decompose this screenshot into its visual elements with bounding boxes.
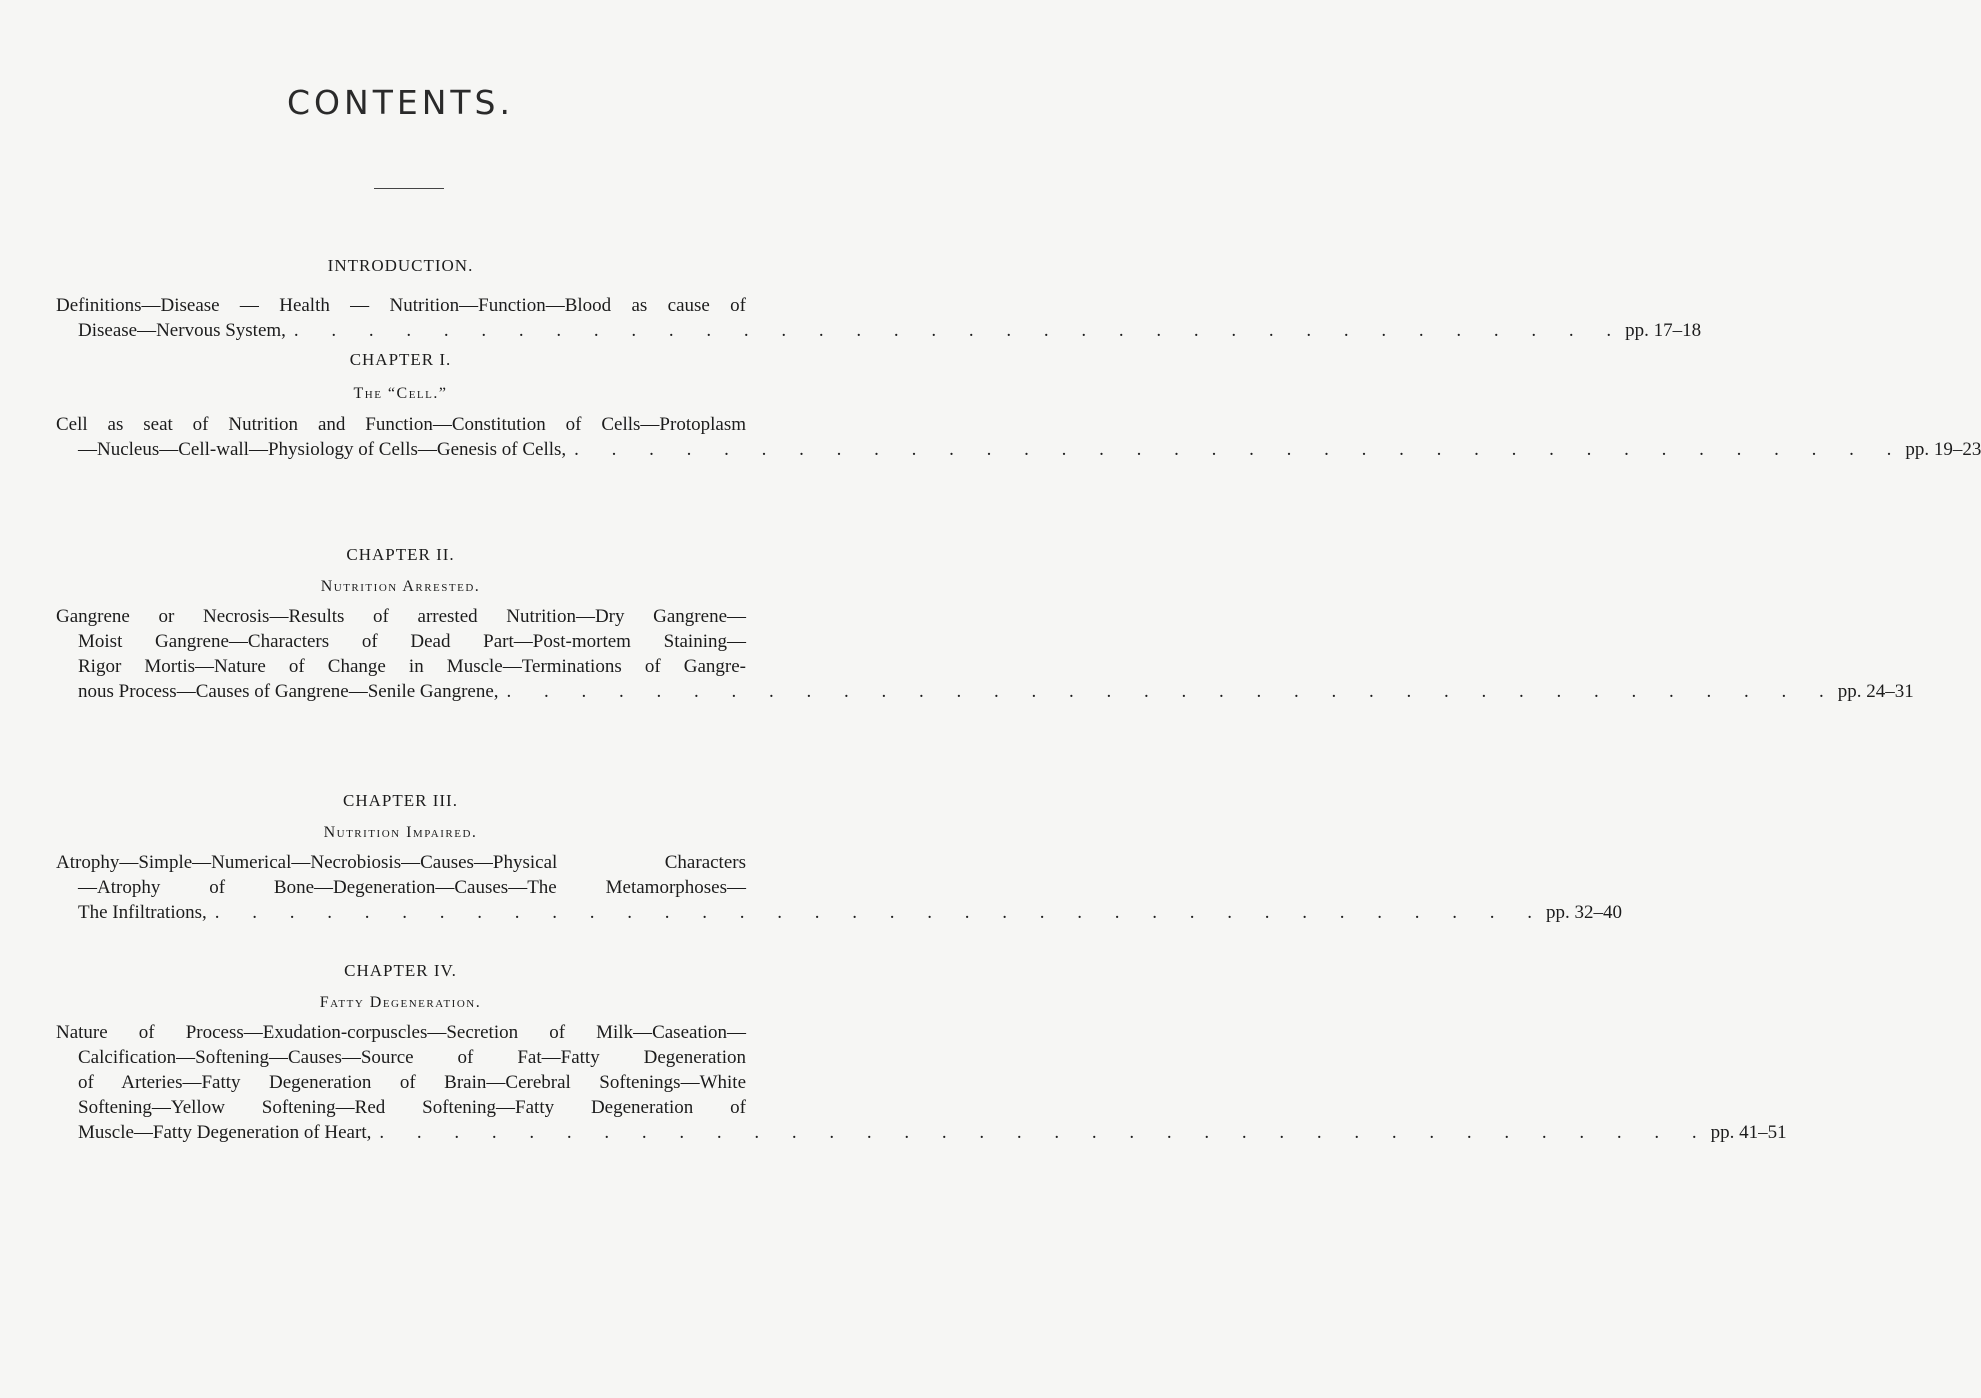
chapter-subtitle: Nutrition Impaired.	[323, 824, 478, 841]
entry-last-line	[56, 679, 1914, 704]
section-heading-chapter-3: CHAPTER III.	[343, 791, 458, 810]
entry-line: of Arteries—Fatty Degeneration of Brain—Cerebral Softenings—White	[78, 1072, 746, 1093]
entry-last-text: —Nucleus—Cell-wall—Physiology of Cells—Genesis of Cells,	[78, 439, 567, 460]
entry-line: Definitions—Disease — Health — Nutrition—Function—Blood as cause of	[56, 295, 746, 316]
page-range: pp. 17–18	[1625, 320, 1702, 341]
entry-line: Moist Gangrene—Characters of Dead Part—Post-mortem Staining—	[78, 631, 746, 652]
entry-line: Gangrene or Necrosis—Results of arrested Nutrition—Dry Gangrene—	[56, 606, 746, 627]
entry-line: Calcification—Softening—Causes—Source of Fat—Fatty Degeneration	[78, 1047, 746, 1068]
title-rule	[374, 188, 444, 189]
section-heading-chapter-4: CHAPTER IV.	[344, 961, 457, 980]
dot-leader: . . . . . . . . . . . . . . . . . . . . . . . . . . . . . . . . . . . .	[379, 1122, 1711, 1143]
page-range: pp. 24–31	[1837, 681, 1914, 702]
chapter-subtitle: Nutrition Arrested.	[320, 578, 481, 595]
section-heading-chapter-2: CHAPTER II.	[346, 545, 455, 564]
entry-last-text: Muscle—Fatty Degeneration of Heart,	[78, 1122, 372, 1143]
entry-last-text: The Infiltrations,	[78, 902, 207, 923]
page-title: CONTENTS.	[287, 83, 514, 122]
page-range: pp. 32–40	[1546, 902, 1622, 923]
entry-last-line	[56, 437, 1981, 462]
entry-line: Atrophy—Simple—Numerical—Necrobiosis—Causes—Physical Characters	[56, 852, 746, 873]
chapter-subtitle: The “Cell.”	[353, 385, 448, 402]
section-heading-introduction: INTRODUCTION.	[327, 256, 474, 275]
entry-last-line	[56, 1120, 1787, 1145]
toc-entry-chapter-1	[56, 412, 1981, 462]
dot-leader: . . . . . . . . . . . . . . . . . . . . . . . . . . . . . . . . . . . .	[506, 681, 1838, 702]
toc-entry-chapter-3	[56, 850, 1622, 925]
toc-entry-chapter-4	[56, 1020, 1787, 1145]
toc-entry-introduction	[56, 293, 1702, 343]
dot-leader: . . . . . . . . . . . . . . . . . . . . . . . . . . . . . . . . . . . .	[214, 902, 1546, 923]
page-range: pp. 19–23	[1905, 439, 1981, 460]
entry-last-text: nous Process—Causes of Gangrene—Senile Gangrene,	[78, 681, 499, 702]
entry-line: Rigor Mortis—Nature of Change in Muscle—Terminations of Gangre-	[78, 656, 746, 677]
dot-leader: . . . . . . . . . . . . . . . . . . . . . . . . . . . . . . . . . . . .	[574, 439, 1906, 460]
entry-last-line	[56, 318, 1702, 343]
chapter-subtitle: Fatty Degeneration.	[319, 994, 482, 1011]
entry-line: —Atrophy of Bone—Degeneration—Causes—The Metamorphoses—	[78, 877, 746, 898]
entry-line: Cell as seat of Nutrition and Function—Constitution of Cells—Protoplasm	[56, 414, 746, 435]
page-range: pp. 41–51	[1710, 1122, 1787, 1143]
entry-line: Softening—Yellow Softening—Red Softening—Fatty Degeneration of	[78, 1097, 746, 1118]
entry-last-text: Disease—Nervous System,	[78, 320, 286, 341]
entry-last-line	[56, 900, 1622, 925]
entry-line: Nature of Process—Exudation-corpuscles—Secretion of Milk—Caseation—	[56, 1022, 746, 1043]
toc-entry-chapter-2	[56, 604, 1914, 704]
dot-leader: . . . . . . . . . . . . . . . . . . . . . . . . . . . . . . . . . . . .	[293, 320, 1626, 341]
section-heading-chapter-1: CHAPTER I.	[349, 350, 452, 369]
